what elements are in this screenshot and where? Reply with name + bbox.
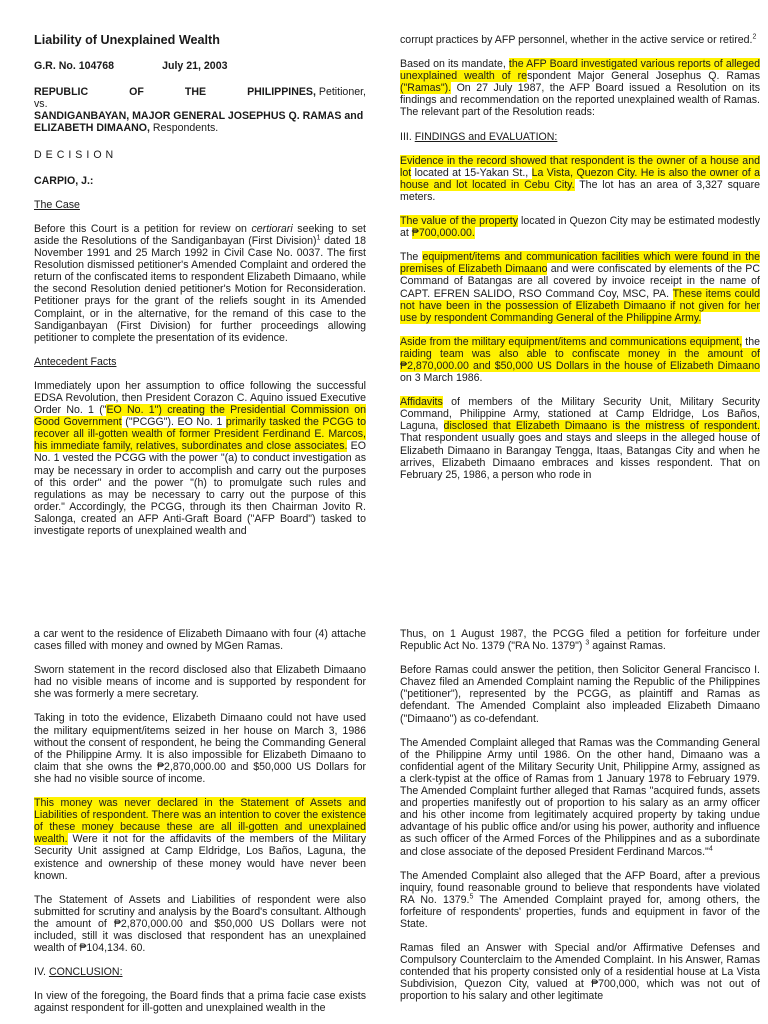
text-span: The Amended Complaint alleged that Ramas was the Commanding General of the Philippine Army until 1986. On the other hand, Dimaano was a confidential agent of the Military Security Unit, Philippine Army, assigned as a clerk-typist at the office of Ramas from 1 January 1978 to February 1979. The Amended Complaint further alleged that Ramas "acquired funds, assets and properties manifestly out of proportion to his salary as an army officer and his other income from legitimately acquired property by taking undue advantage of his public office and/or using his power, authority and influence as such officer of the Armed Forces of the Philippines and as a subordinate and close associate of the deposed President Ferdinand Marcos."	[400, 736, 760, 858]
footnote-ref[interactable]: 2	[752, 33, 757, 41]
text-span: III.	[400, 130, 415, 143]
aside-paragraph	[400, 336, 760, 384]
text-span: on 3 March 1986.	[400, 372, 483, 385]
text-span: CONCLUSION:	[48, 966, 123, 979]
petitioner-line	[34, 86, 366, 98]
respondents-label: Respondents.	[149, 122, 219, 135]
decision-date: July 21, 2003	[162, 60, 228, 73]
evidence-paragraph	[400, 155, 760, 203]
text-span: Were it not for the affidavits of the members of the Military Security Unit assigned at Camp Eldridge, Los Baños, Laguna, the existence and ownership of these money would have never been known.	[34, 833, 366, 882]
party-word: THE	[184, 86, 207, 99]
text-span: The Amended Complaint also alleged that the AFP Board, after a previous inquiry, found reasonable ground to believe that respondents have violated RA No. 1379.	[400, 869, 760, 906]
text-span: The lot has an area of 3,327 square meters.	[400, 178, 760, 203]
left-column	[34, 34, 366, 549]
text-span: The	[400, 251, 423, 264]
text-span: dated 18 November 1991 and 25 March 1992 in Civil Case No. 0037. The first Resolution dismissed petitioner's Amended Complaint and ordered the return of the confiscated items to respondent Elizabeth Dimaano, while the second Resolution denied petitioner's Motion for Reconsideration. Petitioner prays for the grant of the reliefs sought in its Amended Complaint, or in the alternative, for the remand of this case to the Sandiganbayan (First Division) for further proceedings allowing petitioner to complete the presentation of its evidence.	[34, 234, 366, 344]
party-word: PHILIPPINES,	[247, 86, 316, 99]
decision-heading: DECISION	[34, 148, 118, 161]
footnote-ref[interactable]: 1	[316, 234, 321, 242]
text-span: Based on its mandate,	[400, 58, 509, 71]
continuation-paragraph: a car went to the residence of Elizabeth Dimaano with four (4) attache cases filled with money and owned by MGen Ramas.	[34, 628, 366, 653]
text-span: The Amended Complaint prayed for, among others, the forfeiture of respondents' properties, funds and equipment in favor of the State.	[400, 893, 761, 930]
antecedent-paragraph	[34, 380, 366, 537]
ponente-name: CARPIO, J.:	[34, 174, 94, 187]
case-number-line	[34, 60, 366, 72]
text-span: On 27 July 1987, the AFP Board issued a Resolution on its findings and recommendation on the reported unexplained wealth of Ramas. The relevant part of the Resolution reads:	[400, 82, 760, 119]
money-paragraph	[34, 797, 366, 882]
highlight: ("Ramas").	[400, 82, 452, 95]
antecedent-facts-heading: Antecedent Facts	[34, 355, 117, 368]
continuation-paragraph	[400, 34, 760, 46]
answer-paragraph: Ramas filed an Answer with Special and/or Affirmative Defenses and Compulsory Counterclaim to the Amended Complaint. In his Answer, Ramas contended that his property consisted only of a residential house at La Vista Subdivision, Quezon City, valued at ₱700,000, which was not out of proportion to his salary and other legitimate	[400, 942, 760, 1003]
highlight: The value of the property	[400, 215, 519, 228]
versus-label: vs.	[34, 98, 48, 111]
conclusion-heading	[34, 966, 366, 978]
highlight: Aside from the military equipment/items and communications equipment,	[400, 335, 743, 348]
text-span: and were confiscated by elements of the PC Command of Batangas are all covered by invoice receipt in the name of CAPT. EFREN SALIDO, RSO Command Coy, MSC, PA.	[400, 263, 760, 300]
value-paragraph	[400, 215, 760, 239]
equipment-paragraph	[400, 251, 760, 324]
findings-heading	[400, 131, 760, 143]
text-span: ("PCGG"). EO No. 1	[121, 416, 226, 429]
respondents-line	[34, 110, 366, 134]
party-word: OF	[129, 86, 144, 99]
text-span: Immediately upon her assumption to office following the successful EDSA Revolution, then President Corazon C. Aquino issued Executive Order No. 1 ("	[34, 379, 366, 417]
text-span: seeking to set aside the Resolutions of the Sandiganbayan (First Division)	[34, 222, 366, 247]
alleged-paragraph	[400, 737, 760, 858]
parties-block	[34, 86, 366, 134]
text-span: spondent Major General Josephus Q. Ramas	[527, 70, 760, 83]
highlight: primarily tasked the PCGG to recover all ill-gotten wealth of former President Ferdinand E. Marcos, his immediate family, relatives, subordinates and close associates.	[34, 416, 366, 453]
the-case-heading: The Case	[34, 198, 80, 211]
thus-paragraph	[400, 628, 760, 652]
party-word: REPUBLIC	[34, 86, 89, 99]
gr-number: G.R. No. 104768	[34, 60, 115, 73]
highlight: These items could not have been in the possession of Elizabeth Dimaano if not given for her use by respondent Commanding General of the Philippine Army.	[400, 287, 760, 324]
case-paragraph	[34, 223, 366, 344]
text-span: located at 15-Yakan St.,	[411, 166, 532, 179]
highlight: disclosed that Elizabeth Dimaano is the mistress of respondent.	[443, 420, 760, 433]
text-span: IV.	[34, 966, 49, 979]
text-span: the	[742, 335, 761, 348]
highlight: ₱700,000.00.	[411, 227, 475, 240]
highlight: This money was never declared in the Statement of Assets and Liabilities of respondent. There was an intention to cover the existence of these money because these are all ill-gotten and unexplained wealth.	[34, 797, 366, 846]
highlight: EO No. 1") creating the Presidential Commission on Good Government	[34, 404, 366, 429]
highlight: Evidence in the record showed that respondent is the owner of a house and lot	[400, 154, 760, 179]
text-span: Thus, on 1 August 1987, the PCGG filed a petition for forfeiture under Republic Act No. 1379 ("RA No. 1379")	[400, 628, 760, 653]
footnote-ref[interactable]: 4	[708, 844, 713, 852]
highlight: raiding team was also able to confiscate money in the amount of ₱2,870,000.00 and $50,000 US Dollars in the house of Elizabeth Dimaano	[400, 347, 760, 372]
footnote-ref[interactable]: 3	[585, 639, 590, 647]
text-span: of members of the Military Security Unit, Military Security Command, Philippine Army, stationed at Camp Eldridge, Los Baños, Laguna,	[400, 396, 760, 433]
petitioner-label: Petitioner,	[315, 86, 366, 99]
right-column	[400, 34, 760, 493]
text-span: certiorari	[251, 222, 293, 235]
text-span: located in Quezon City may be estimated modestly at	[400, 215, 760, 240]
text-span: EO No. 1 vested the PCGG with the power "(a) to conduct investigation as may be necessary in order to accomplish and carry out the purposes of this order" and the power "(h) to promulgate such rules and regulations as may be necessary to carry out the purpose of this order." Accordingly, the PCGG, through its then Chairman Jovito R. Salonga, created an AFP Anti-Graft Board ("AFP Board") tasked to investigate reports of unexplained wealth and	[34, 440, 366, 537]
mandate-paragraph	[400, 58, 760, 118]
left-column	[34, 628, 366, 1024]
document-title: Liability of Unexplained Wealth	[34, 33, 220, 47]
highlight: Affidavits	[400, 396, 443, 409]
text-span: corrupt practices by AFP personnel, whether in the active service or retired.	[400, 34, 753, 46]
respondents-names: SANDIGANBAYAN, MAJOR GENERAL JOSEPHUS Q. RAMAS and ELIZABETH DIMAANO,	[34, 110, 364, 135]
taking-paragraph: Taking in toto the evidence, Elizabeth Dimaano could not have used the military equipment/items seized in her house on March 3, 1986 without the consent of respondent, he being the Commanding General of the Philippine Army. It is also impossible for Elizabeth Dimaano to claim that she owns the ₱2,870,000.00 and $50,000 US Dollars for she had no visible source of income.	[34, 712, 366, 785]
footnote-ref[interactable]: 5	[469, 893, 474, 901]
affidavits-paragraph	[400, 396, 760, 481]
highlight: equipment/items and communication facilities which were found in the premises of Elizabeth Dimaano	[400, 251, 760, 276]
right-column	[400, 628, 760, 1015]
text-span: That respondent usually goes and stays and sleeps in the alleged house of Elizabeth Dimaano in Barangay Tengga, Itaas, Batangas City and when he arrives, Elizabeth Dimaano embraces and kisses respondent. That on February 25, 1986, a person who rode in	[400, 432, 760, 481]
highlight: La Vista, Quezon City. He is also the owner of a house and lot located in Cebu City.	[400, 166, 760, 191]
also-paragraph	[400, 870, 760, 930]
text-span: Before this Court is a petition for review on	[34, 222, 252, 235]
ponente	[34, 175, 366, 187]
before-paragraph: Before Ramas could answer the petition, then Solicitor General Francisco I. Chavez filed an Amended Complaint naming the Republic of the Philippines ("petitioner"), represented by the PCGG, as plaintiff and Ramas as defendant. The Amended Complaint also impleaded Elizabeth Dimaano ("Dimaano") as co-defendant.	[400, 664, 760, 725]
highlight: the AFP Board investigated various reports of alleged unexplained wealth of re	[400, 58, 760, 83]
sworn-paragraph: Sworn statement in the record disclosed also that Elizabeth Dimaano had no visible means of income and is supported by respondent for she was formerly a mere secretary.	[34, 664, 366, 701]
text-span: against Ramas.	[589, 640, 666, 653]
statement-paragraph: The Statement of Assets and Liabilities of respondent were also submitted for scrutiny and analysis by the Board's consultant. Although the amount of ₱2,870,000.00 and $50,000 US Dollars were not included, still it was disclosed that respondent has an unexplained wealth of ₱104,134. 60.	[34, 893, 366, 955]
document-page-2	[0, 622, 768, 1024]
text-span: FINDINGS and EVALUATION:	[414, 130, 558, 143]
foregoing-paragraph: In view of the foregoing, the Board finds that a prima facie case exists against respondent for ill-gotten and unexplained wealth in the	[34, 990, 366, 1015]
